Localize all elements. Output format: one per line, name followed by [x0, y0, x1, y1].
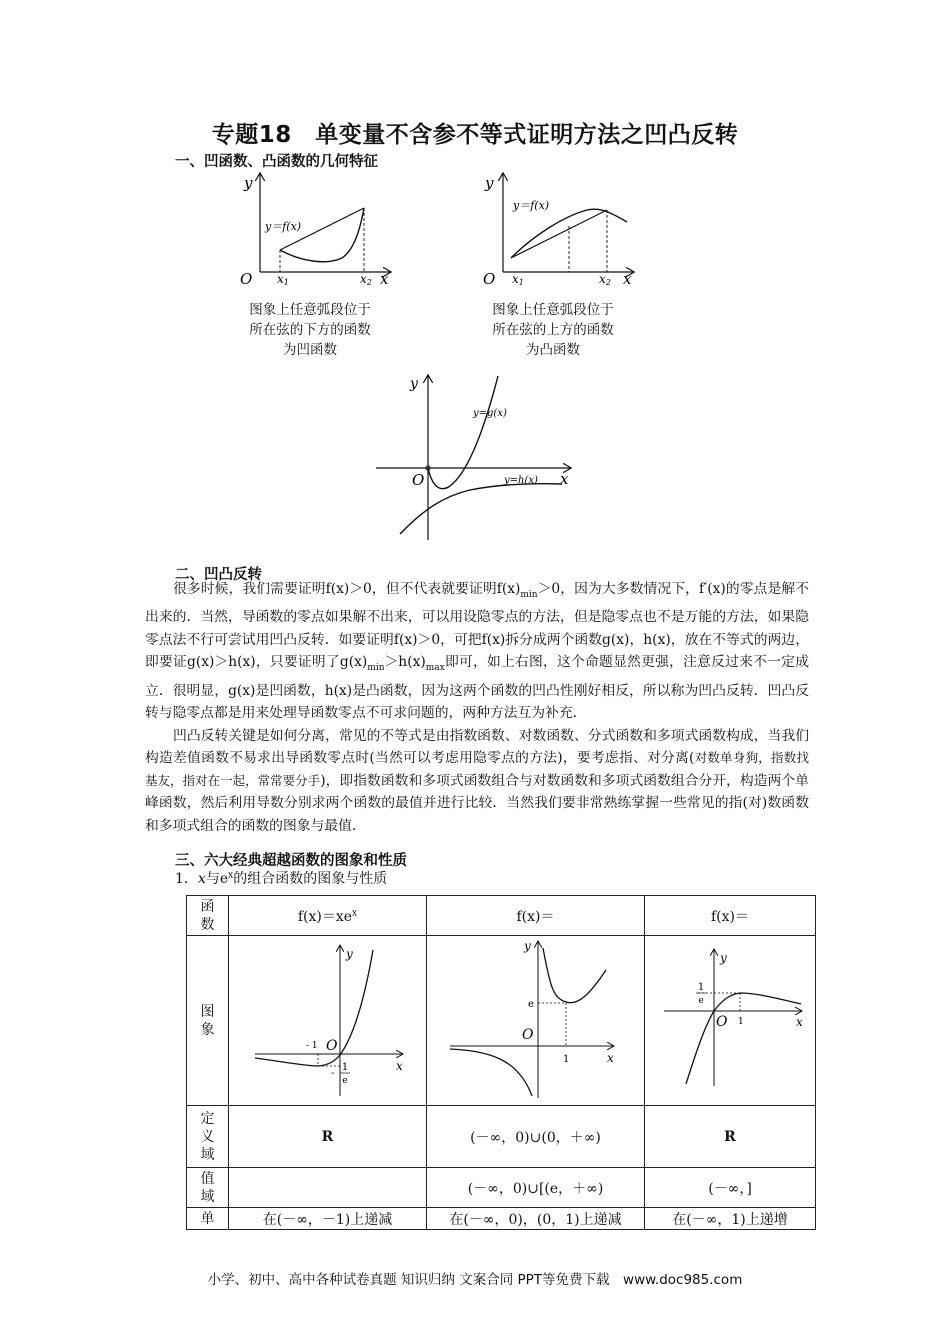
x2-label: x2	[599, 272, 611, 287]
convex-function-figure	[475, 170, 645, 290]
graph-cell-3	[645, 936, 816, 1106]
footer-text: 小学、初中、高中各种试卷真题 知识归纳 文案合同 PPT等免费下载 www.doc985.com	[207, 1272, 743, 1288]
x-label: x	[380, 270, 389, 288]
y-label: y	[410, 376, 418, 392]
y-label: y	[524, 939, 531, 953]
min-fraction-den: e	[342, 1076, 348, 1086]
row-header-monotonicity: 单	[187, 1208, 229, 1230]
row-header-function: 函 数	[187, 896, 229, 936]
ex-over-x-graph	[428, 936, 643, 1101]
concave-function-figure	[232, 170, 402, 290]
right-branch	[543, 948, 606, 1003]
subsection-1-heading: 1．x与$e^x$的组合函数的图象与性质	[175, 870, 388, 887]
x-label: x	[607, 1051, 614, 1065]
max-fraction-num: 1	[697, 982, 705, 993]
mono-cell-2: 在(－∞，0)，(0，1)上递减	[427, 1208, 645, 1230]
table-row-domain	[187, 1106, 816, 1168]
x-label: x	[560, 470, 569, 488]
chord-line	[511, 210, 607, 258]
max-fraction-den: e	[698, 996, 704, 1006]
y-label: y	[346, 947, 353, 961]
section-2-heading: 二、凹凸反转	[175, 567, 262, 583]
x-over-ex-curve	[686, 993, 801, 1084]
x-label: x	[623, 270, 632, 288]
table-row-range	[187, 1168, 816, 1208]
range-cell-1	[229, 1168, 427, 1208]
row-header-domain: 定 义 域	[187, 1106, 229, 1168]
row-header-range: 值 域	[187, 1168, 229, 1208]
g-h-figure	[370, 368, 580, 543]
concave-caption: 图象上任意弧段位于 所在弦的下方的函数 为凹函数	[249, 302, 371, 358]
e-label: e	[528, 999, 534, 1010]
page-title: 专题18 单变量不含参不等式证明方法之凹凸反转	[211, 122, 739, 148]
minus-one-label: - 1	[306, 1041, 318, 1051]
domain-cell-2: (－∞，0)∪(0，＋∞)	[427, 1106, 645, 1168]
origin-label: O	[412, 471, 425, 489]
domain-cell-3: R	[645, 1106, 816, 1168]
xe-x-graph	[230, 936, 425, 1101]
g-curve	[428, 376, 498, 489]
x-label: x	[796, 1015, 803, 1029]
graph-cell-2	[427, 936, 645, 1106]
left-branch	[450, 1049, 532, 1096]
function-cell-1: $f(x)=xe^x$	[229, 896, 427, 936]
section-2-body	[145, 578, 809, 837]
function-label: y＝f(x)	[513, 199, 550, 212]
range-cell-2: (－∞，0)∪[(e，＋∞)	[427, 1168, 645, 1208]
origin-label: O	[326, 1038, 338, 1054]
x-over-ex-graph	[646, 936, 814, 1101]
graph-cell-1	[229, 936, 427, 1106]
paragraph-1: 很多时候，我们需要证明f(x)＞0，但不代表就要证明$f(x)_{min}>0$，因为大多数情况下，f′(x)的零点是解不出来的．当然，导函数的零点如果解不出来，可以用设隐零点的方法，但是隐零点也不是万能的方法，如果隐零点法不行可尝试用凹凸反转．如要证明f(x)＞0，可把f(x)拆分成两个函数g(x)，h(x)，放在不等式的两边，即要证g(x)＞h(x)，只要证明了$g(x)_{min}>h(x)_{max}$即可，如上右图，这个命题显然更强，注意反过来不一定成立．很明显，g(x)是凹函数，h(x)是凸函数，因为这两个函数的凹凸性刚好相反，所以称为凹凸反转．凹凸反转与隐零点都是用来处理导函数零点不可求问题的，两种方法互为补充．	[145, 581, 809, 721]
mono-cell-1: 在(－∞，－1)上递减	[229, 1208, 427, 1230]
origin-label: O	[483, 270, 496, 288]
x-label: x	[396, 1059, 403, 1073]
function-cell-2: f(x)＝	[427, 896, 645, 936]
h-label: y=h(x)	[504, 475, 538, 486]
origin-label: O	[522, 1027, 534, 1043]
section-1-heading: 一、凹函数、凸函数的几何特征	[175, 154, 378, 170]
table-row-function	[187, 896, 816, 936]
x2-label: x2	[360, 272, 372, 287]
minus-sign: -	[331, 1068, 335, 1079]
y-label: y	[720, 951, 727, 965]
paragraph-2: 凹凸反转关键是如何分离，常见的不等式是由指数函数、对数函数、分式函数和多项式函数构成，当我们构造差值函数不易求出导函数零点时(当然可以考虑用隐零点的方法)，要考虑指、对分离(对数单身狗，指数找基友，指对在一起，常常要分手)，即指数函数和多项式函数组合与对数函数和多项式函数组合分开，构造两个单峰函数，然后利用导数分别求两个函数的最值并进行比较．当然我们要非常熟练掌握一些常见的指(对)数函数和多项式组合的函数的图象与最值．	[145, 727, 809, 834]
origin-label: O	[716, 1014, 728, 1030]
g-label: y=g(x)	[473, 408, 507, 419]
origin-label: O	[240, 270, 253, 288]
y-label: y	[485, 174, 494, 192]
row-header-graph: 图 象	[187, 936, 229, 1106]
table-row-monotonicity	[187, 1208, 816, 1230]
one-label: 1	[563, 1054, 570, 1065]
min-fraction-num: 1	[341, 1062, 349, 1073]
x1-label: x1	[512, 272, 524, 287]
mono-cell-3: 在(－∞，1)上递增	[645, 1208, 816, 1230]
x1-label: x1	[277, 272, 289, 287]
section-3-heading: 三、六大经典超越函数的图象和性质	[175, 853, 407, 869]
convex-caption: 图象上任意弧段位于 所在弦的上方的函数 为凸函数	[492, 302, 614, 358]
function-label: y＝f(x)	[265, 220, 302, 233]
function-cell-3: f(x)＝	[645, 896, 816, 936]
range-cell-3: (－∞，]	[645, 1168, 816, 1208]
table-row-graph	[187, 936, 816, 1106]
one-label: 1	[738, 1017, 744, 1027]
concave-curve	[280, 208, 364, 262]
domain-cell-1: R	[229, 1106, 427, 1168]
function-properties-table	[186, 895, 816, 1230]
h-curve	[400, 484, 562, 534]
y-label: y	[244, 174, 253, 192]
